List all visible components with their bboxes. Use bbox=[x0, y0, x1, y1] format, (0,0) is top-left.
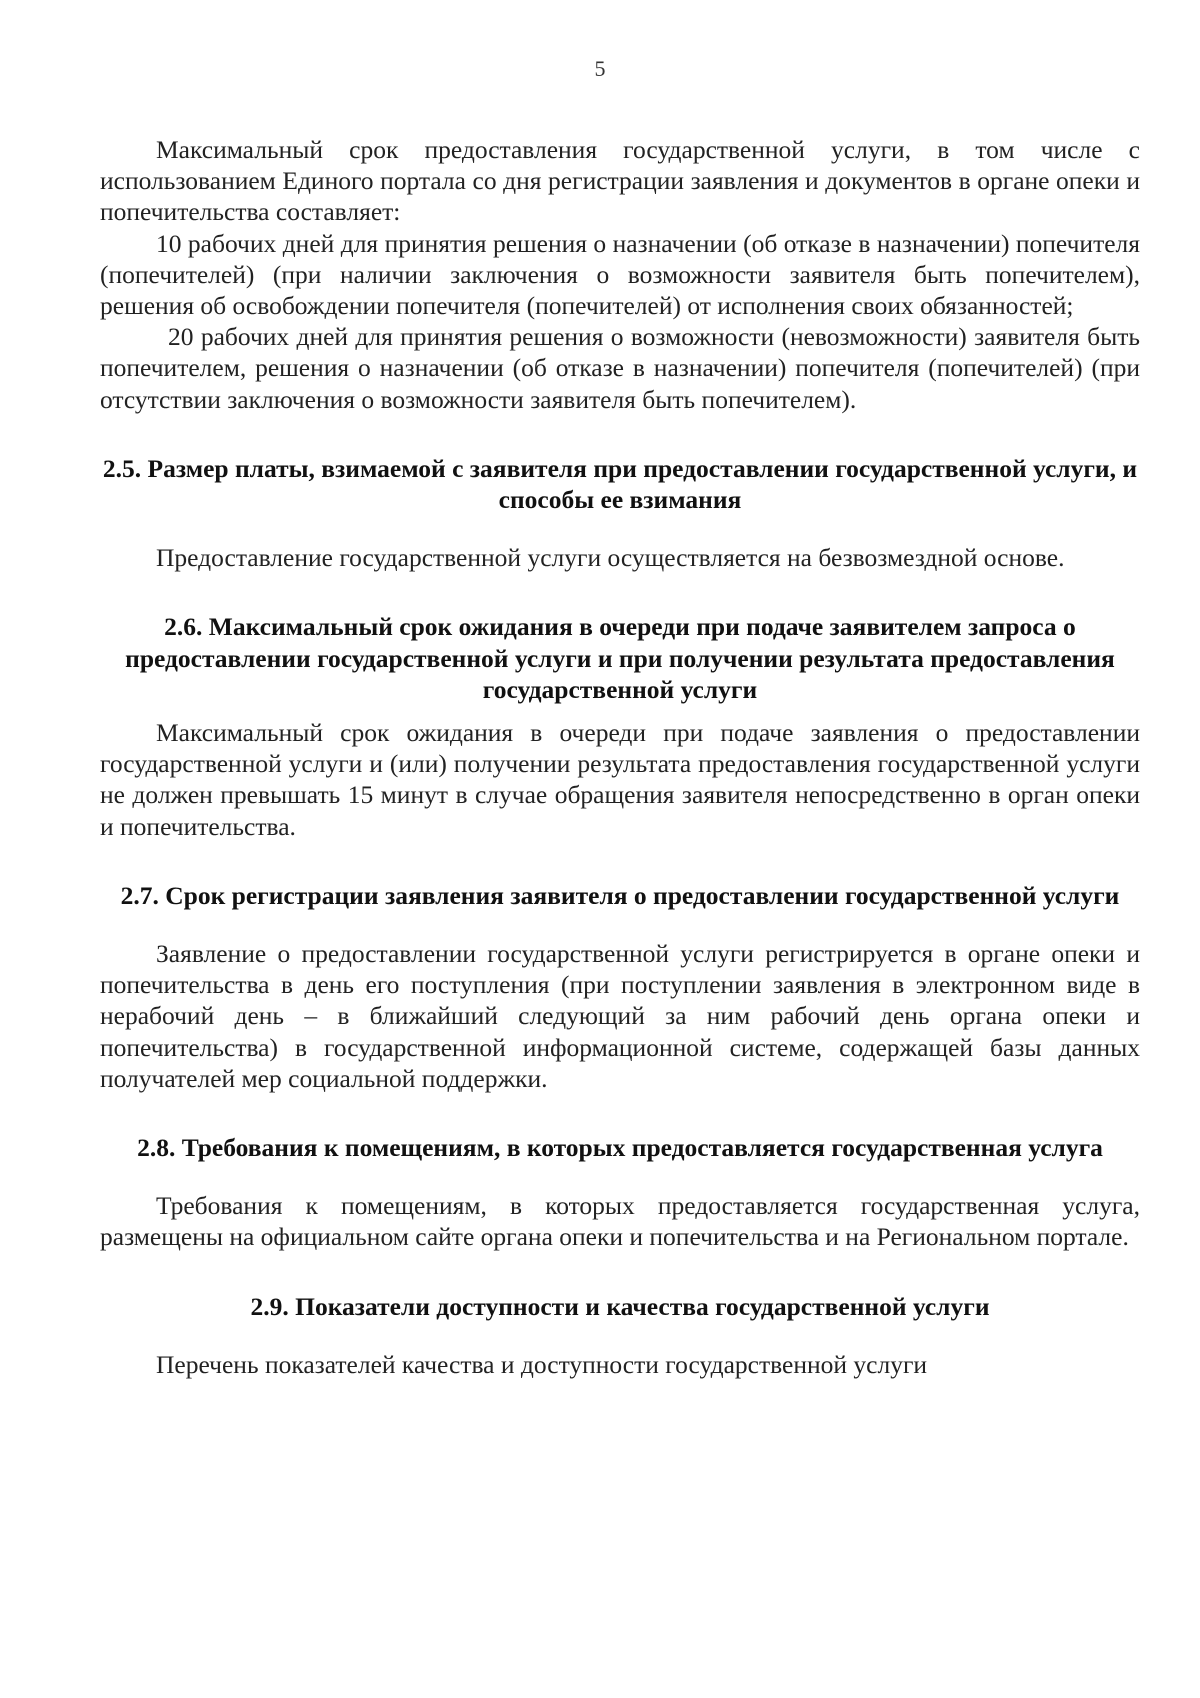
paragraph-intro-10-days: 10 рабочих дней для принятия решения о назначении (об отказе в назначении) попечителя (попечителей) (при наличии заключения о возможности заявителя быть попечителем), решения об освобождении попечителя (попечителей) от исполнения своих обязанностей; bbox=[100, 228, 1140, 321]
section-heading-2-7: 2.7. Срок регистрации заявления заявителя о предоставлении государственной услуги bbox=[120, 880, 1120, 910]
section-text-2-5: Предоставление государственной услуги осуществляется на безвозмездной основе. bbox=[156, 543, 1065, 573]
section-text-2-6: Максимальный срок ожидания в очереди при подаче заявления о предоставлении государственной услуги и (или) получении результата предоставления государственной услуги не должен превышать 15 минут в случае обращения заявителя непосредственно в орган опеки и попечительства. bbox=[100, 718, 1140, 841]
paragraph-intro-20-days: 20 рабочих дней для принятия решения о возможности (невозможности) заявителя быть попечителем, решения о назначении (об отказе в назначении) попечителя (попечителей) (при отсутствии заключения о возможности заявителя быть попечителем). bbox=[100, 322, 1140, 414]
section-text-2-8: Требования к помещениям, в которых предоставляется государственная услуга, размещены на официальном сайте органа опеки и попечительства и на Региональном портале. bbox=[100, 1191, 1140, 1252]
document-body bbox=[100, 134, 1140, 1380]
section-heading-2-5: 2.5. Размер платы, взимаемой с заявителя при предоставлении государственной услуги, и способы ее взимания bbox=[102, 453, 1138, 515]
section-heading-2-9: 2.9. Показатели доступности и качества государственной услуги bbox=[250, 1291, 990, 1321]
page-number: 5 bbox=[594, 56, 606, 81]
section-text-2-7: Заявление о предоставлении государственной услуги регистрируется в органе опеки и попечительства в день его поступления (при поступлении заявления в электронном виде в нерабочий день – в ближайший следующий за ним рабочий день органа опеки и попечительства) в государственной информационной системе, содержащей базы данных получателей мер социальной поддержки. bbox=[100, 939, 1140, 1093]
section-heading-2-6: 2.6. Максимальный срок ожидания в очереди при подаче заявителем запроса о предоставлении государственной услуги и при получении результата предоставления государственной услуги bbox=[125, 612, 1115, 704]
paragraph-intro-max-term: Максимальный срок предоставления государственной услуги, в том числе с использованием Единого портала со дня регистрации заявления и документов в органе опеки и попечительства составляет: bbox=[100, 135, 1140, 227]
section-heading-2-8: 2.8. Требования к помещениям, в которых предоставляется государственная услуга bbox=[137, 1133, 1103, 1163]
section-text-2-9: Перечень показателей качества и доступности государственной услуги bbox=[156, 1349, 928, 1379]
